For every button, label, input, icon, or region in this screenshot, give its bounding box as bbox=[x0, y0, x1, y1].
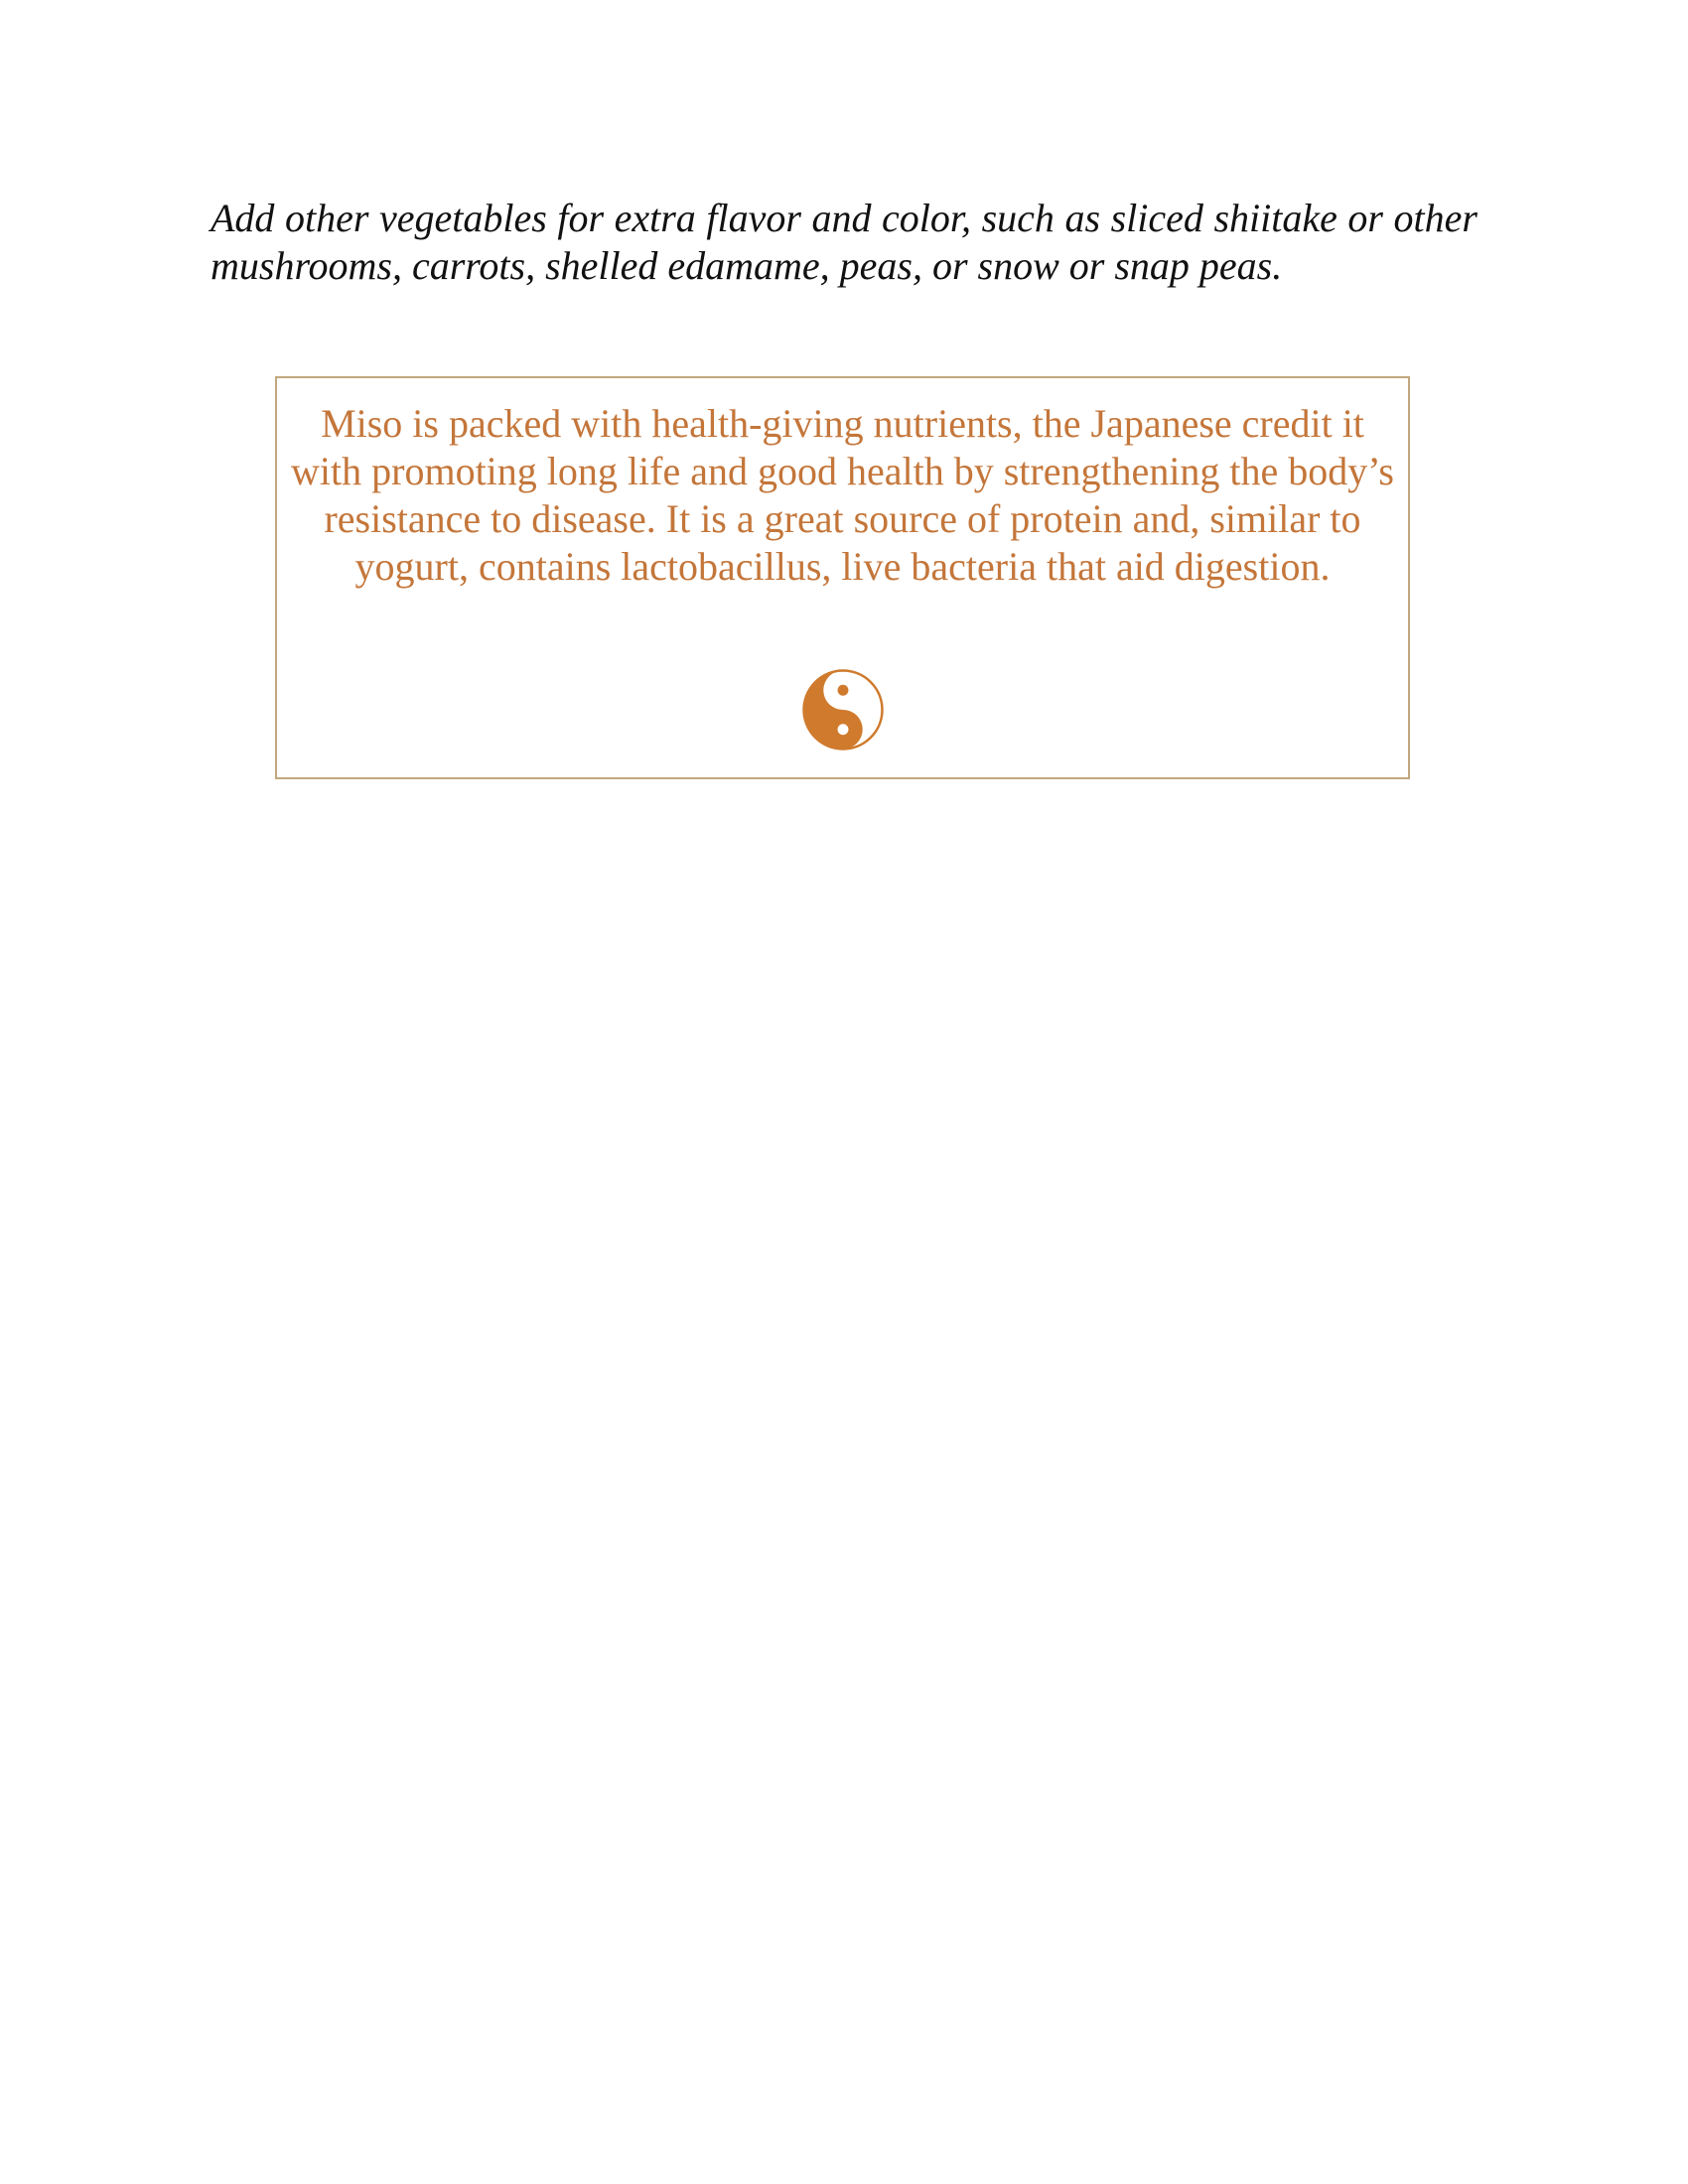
miso-callout-box bbox=[275, 376, 1410, 779]
vegetable-tip-paragraph: Add other vegetables for extra flavor and color, such as sliced shiitake or other mushrooms, carrots, shelled edamame, peas, or snow or snap peas. bbox=[211, 196, 1477, 288]
miso-callout-text: Miso is packed with health-giving nutrients, the Japanese credit it with promoting long life and good health by strengthening the body’s resistance to disease. It is a great source of protein and, similar to yogurt, contains lactobacillus, live bacteria that aid digestion. bbox=[291, 401, 1394, 589]
yin-yang-icon bbox=[801, 668, 885, 751]
